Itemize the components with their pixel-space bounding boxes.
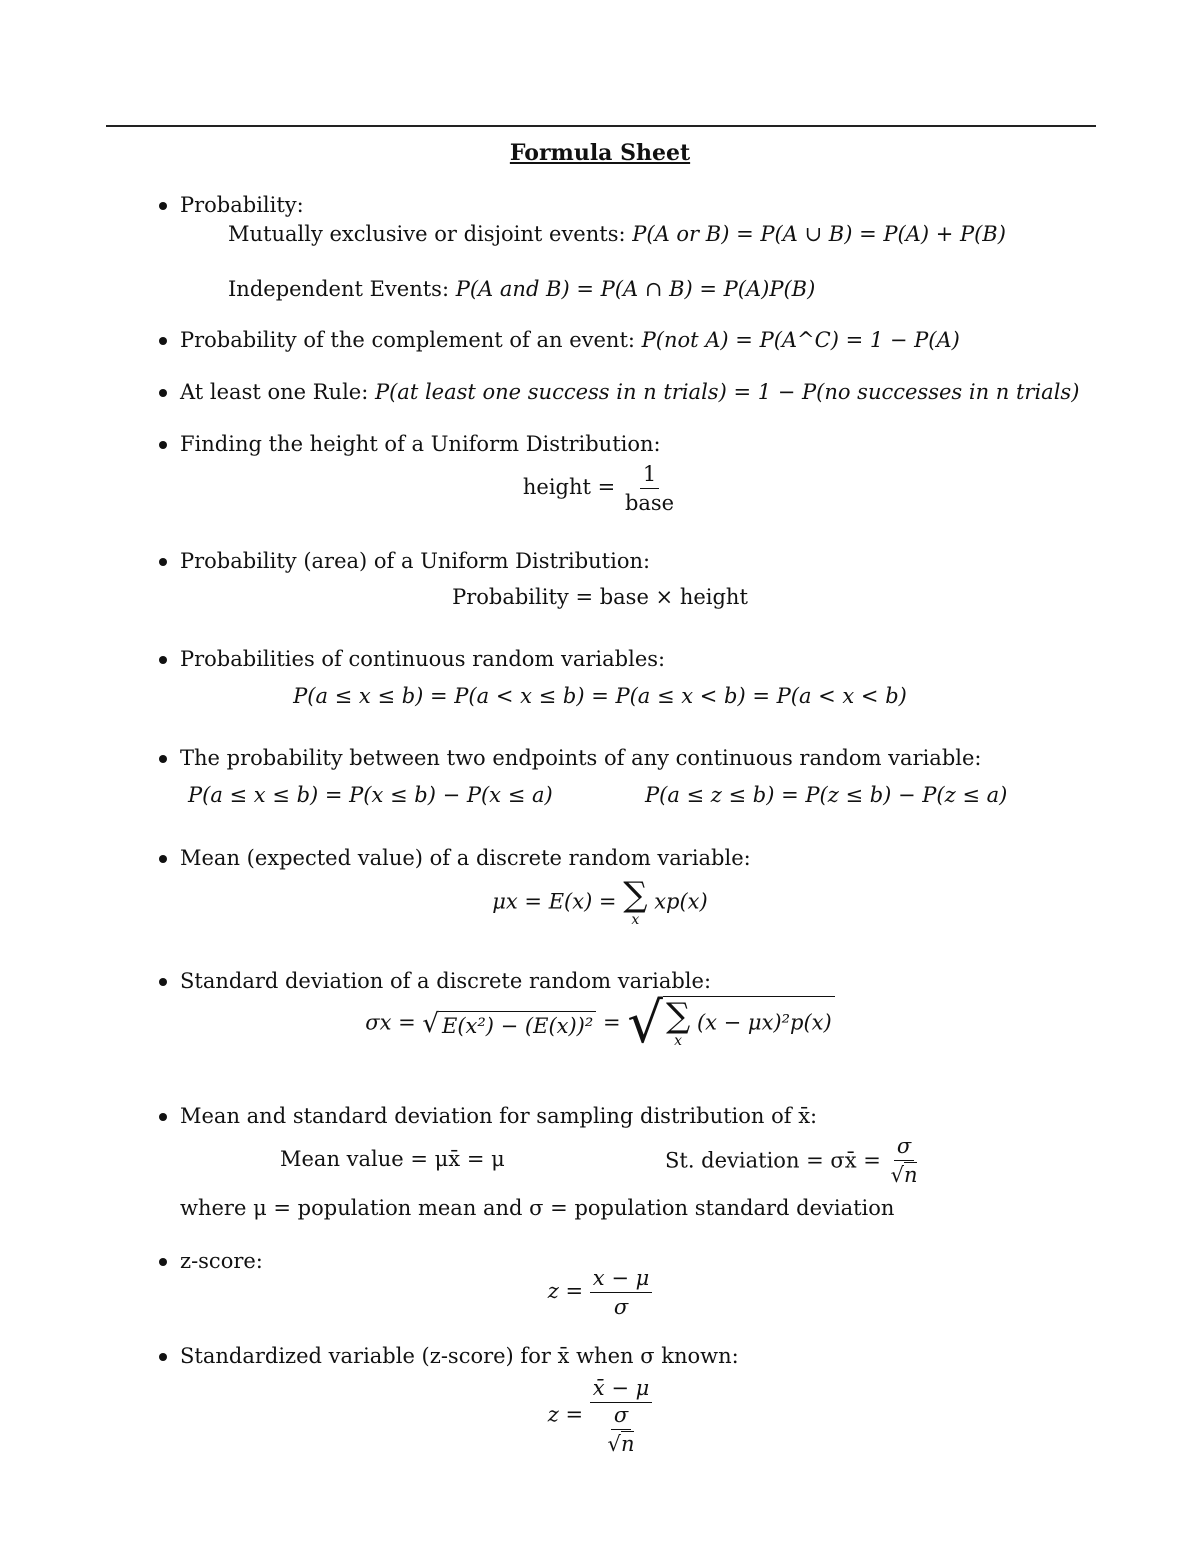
zscore-formula (0, 1266, 1200, 1319)
uniform-height-formula (0, 462, 1200, 515)
sqrt-n: n (903, 1163, 918, 1187)
complement-line (180, 327, 960, 353)
inner-denominator: √n (607, 1432, 635, 1456)
inner-numerator: σ (611, 1403, 631, 1430)
fraction-denominator: √n (890, 1163, 918, 1187)
mutually-exclusive-line (228, 221, 1006, 247)
summation (665, 996, 691, 1049)
uniform-height-fraction (622, 462, 677, 515)
bullet (159, 1353, 167, 1361)
sampling-mean: Mean value = μx̄ = μ (280, 1147, 505, 1171)
bullet (159, 202, 167, 210)
probability-label: Probability: (180, 193, 304, 217)
std-var-formula (0, 1376, 1200, 1456)
independent-text: Independent Events: (228, 277, 450, 301)
bullet (159, 1258, 167, 1266)
endpoints-formula-z (645, 782, 1007, 808)
radical-sign: √ (422, 1008, 439, 1039)
radical-sign: √ (627, 991, 663, 1056)
endpoints-formula-x-text: P(a ≤ x ≤ b) = P(x ≤ b) − P(x ≤ a) (188, 783, 553, 807)
uniform-area-formula: Probability = base × height (452, 585, 748, 609)
sqrt-expression (422, 1008, 596, 1039)
bullet (159, 558, 167, 566)
sd-discrete-text: Standard deviation of a discrete random variable: (180, 969, 712, 993)
at-least-one-line (180, 379, 1079, 405)
zscore-fraction (590, 1266, 652, 1319)
sqrt-argument: E(x²) − (E(x))² (439, 1011, 596, 1038)
bullet (159, 755, 167, 763)
sd-discrete-formula: σx = √ E(x²) − (E(x))² = √ ∑ x (x − μx)²p(x) (0, 996, 1200, 1052)
sum-index: x (631, 912, 640, 928)
fraction-numerator: x̄ − μ (590, 1376, 652, 1403)
fraction-denominator: base (624, 491, 675, 515)
mutually-exclusive-formula: P(A or B) = P(A ∪ B) = P(A) + P(B) (632, 222, 1006, 246)
std-var-text: Standardized variable (z-score) for x̄ when σ known: (180, 1344, 739, 1368)
fraction-denominator: σ (613, 1295, 629, 1319)
mean-discrete-rhs: xp(x) (654, 889, 708, 914)
mean-discrete-formula (0, 875, 1200, 928)
std-var-fraction (590, 1376, 652, 1456)
mean-discrete-text: Mean (expected value) of a discrete random variable: (180, 846, 751, 870)
continuous-formula-text: P(a ≤ x ≤ b) = P(a < x ≤ b) = P(a ≤ x < b) = P(a < x < b) (293, 684, 907, 708)
sd-discrete-rhs: (x − μx)²p(x) (696, 1010, 832, 1035)
independent-line (228, 276, 815, 302)
bullet (159, 389, 167, 397)
sampling-sd (665, 1134, 920, 1187)
sqrt-expression-large (627, 991, 834, 1056)
std-var-lhs: z = (547, 1402, 584, 1427)
bullet (159, 978, 167, 986)
uniform-height-text: Finding the height of a Uniform Distribution: (180, 432, 661, 456)
at-least-one-formula: P(at least one success in n trials) = 1 − P(no successes in n trials) (374, 380, 1080, 404)
inner-fraction (605, 1403, 638, 1456)
at-least-one-text: At least one Rule: (180, 380, 369, 404)
continuous-formula (0, 684, 1200, 708)
header-rule (106, 125, 1096, 127)
sigma-symbol: ∑ (623, 875, 648, 915)
fraction-denominator (602, 1403, 641, 1456)
sum-index: x (674, 1033, 683, 1049)
sampling-where: where μ = population mean and σ = population standard deviation (180, 1196, 895, 1220)
bullet (159, 337, 167, 345)
complement-formula: P(not A) = P(A^C) = 1 − P(A) (641, 328, 960, 352)
sd-discrete-lhs: σx = (365, 1010, 416, 1035)
sampling-sd-lhs: St. deviation = σx̄ = (665, 1148, 881, 1173)
uniform-area-text: Probability (area) of a Uniform Distribution: (180, 549, 651, 573)
mean-discrete-lhs: μx = E(x) = (492, 889, 617, 914)
sqrt-argument-sum (663, 996, 835, 1052)
sigma-symbol: ∑ (665, 996, 691, 1036)
uniform-height-lhs: height = (522, 475, 616, 499)
zscore-text: z-score: (180, 1249, 263, 1273)
independent-formula: P(A and B) = P(A ∩ B) = P(A)P(B) (455, 277, 816, 301)
bullet (159, 656, 167, 664)
page-title: Formula Sheet (509, 140, 691, 166)
mutually-exclusive-text: Mutually exclusive or disjoint events: (228, 222, 626, 246)
sqrt-n: n (620, 1432, 635, 1456)
bullet (159, 441, 167, 449)
sampling-text: Mean and standard deviation for sampling distribution of x̄: (180, 1104, 818, 1128)
complement-text: Probability of the complement of an event: (180, 328, 635, 352)
fraction-numerator: x − μ (590, 1266, 652, 1293)
bullet (159, 855, 167, 863)
endpoints-text: The probability between two endpoints of any continuous random variable: (180, 746, 982, 770)
continuous-text: Probabilities of continuous random variables: (180, 647, 666, 671)
fraction-numerator: 1 (640, 462, 659, 489)
endpoints-formula-x (188, 782, 553, 808)
sampling-sd-fraction (888, 1134, 921, 1187)
bullet (159, 1113, 167, 1121)
zscore-lhs: z = (547, 1279, 584, 1303)
fraction-numerator: σ (894, 1134, 914, 1161)
endpoints-formula-z-text: P(a ≤ z ≤ b) = P(z ≤ b) − P(z ≤ a) (645, 783, 1008, 807)
summation (623, 875, 648, 928)
